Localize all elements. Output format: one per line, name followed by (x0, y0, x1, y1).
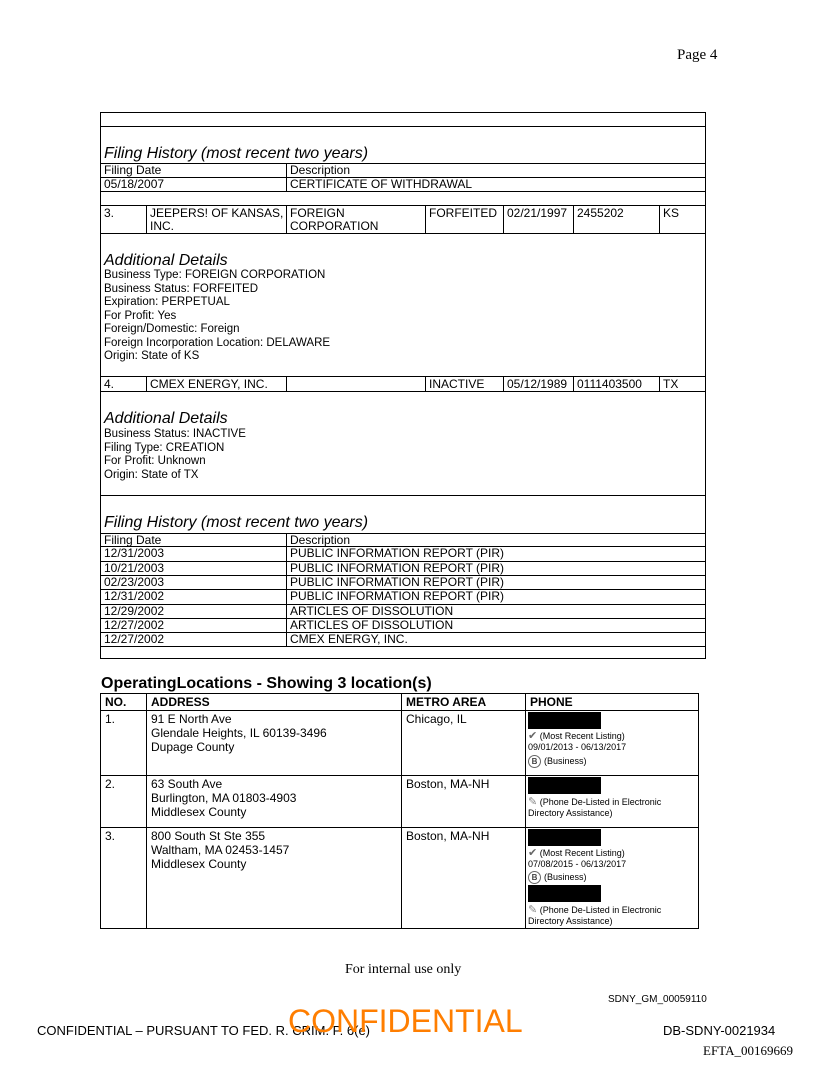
filing-history-title: Filing History (most recent two years) (104, 514, 369, 531)
detail-line: Business Status: INACTIVE (104, 428, 246, 440)
location-number: 3. (101, 828, 147, 929)
col-phone-header: PHONE (526, 694, 699, 711)
filing-date: 12/27/2002 (104, 632, 165, 646)
filing-description: ARTICLES OF DISSOLUTION (290, 604, 454, 618)
entity-3-state: KS (663, 206, 680, 220)
entity-3-details (104, 269, 330, 364)
entity-3-filing-number: 2455202 (577, 206, 624, 220)
entity-4-state: TX (663, 377, 679, 391)
filing-date: 02/23/2003 (104, 575, 165, 589)
filing-description: CERTIFICATE OF WITHDRAWAL (290, 177, 472, 191)
redaction-box (528, 885, 601, 902)
filing-description: PUBLIC INFORMATION REPORT (PIR) (290, 561, 505, 575)
entity-4-details-title: Additional Details (104, 410, 228, 427)
filing-date: 10/21/2003 (104, 561, 165, 575)
filing-description: PUBLIC INFORMATION REPORT (PIR) (290, 589, 505, 603)
detail-line: Origin: State of KS (104, 350, 200, 362)
entity-3-date: 02/21/1997 (507, 206, 568, 220)
detail-line: Filing Type: CREATION (104, 441, 225, 454)
detail-line: For Profit: Unknown (104, 455, 206, 467)
detail-line: Foreign/Domestic: Foreign (104, 323, 240, 335)
entity-3-status: FORFEITED (429, 206, 497, 220)
entity-3-number: 3. (104, 206, 115, 220)
location-address: 800 South St Ste 355 Waltham, MA 02453-1457 Middlesex County (147, 828, 402, 929)
location-phone: ✎ (Phone De-Listed in Electronic Directory Assistance) (526, 776, 699, 828)
location-metro: Boston, MA-NH (402, 828, 526, 929)
filing-date: 12/31/2003 (104, 546, 165, 560)
locations-title: OperatingLocations - Showing 3 location(s) (101, 675, 432, 692)
redaction-box (528, 777, 601, 794)
pen-icon: ✎ (528, 904, 538, 916)
internal-use-note: For internal use only (345, 962, 462, 977)
location-metro: Boston, MA-NH (402, 776, 526, 828)
detail-line: Origin: State of TX (104, 468, 199, 481)
table-row (101, 776, 699, 828)
check-icon: ✔ (528, 847, 538, 859)
filing-description: ARTICLES OF DISSOLUTION (290, 618, 454, 632)
filing-date-header: Filing Date (104, 163, 162, 177)
entity-4-number: 4. (104, 377, 115, 391)
location-address: 91 E North Ave Glendale Heights, IL 60139-3496 Dupage County (147, 711, 402, 776)
detail-line: Expiration: PERPETUAL (104, 296, 230, 308)
filing-history-title: Filing History (most recent two years) (104, 145, 369, 162)
entity-4-date: 05/12/1989 (507, 377, 568, 391)
entity-4-filing-number: 0111403500 (577, 377, 642, 391)
redaction-box (528, 829, 601, 846)
detail-line: For Profit: Yes (104, 309, 177, 322)
filing-date: 12/29/2002 (104, 604, 165, 618)
entity-3-name: JEEPERS! OF KANSAS, INC. (150, 206, 284, 233)
detail-line: Foreign Incorporation Location: DELAWARE (104, 336, 331, 349)
filing-description: PUBLIC INFORMATION REPORT (PIR) (290, 575, 505, 589)
description-header: Description (290, 533, 351, 547)
location-phone: ✔ (Most Recent Listing) 09/01/2013 - 06/13/2017 B (Business) (526, 711, 699, 776)
col-address-header: ADDRESS (147, 694, 402, 711)
table-header-row (101, 694, 699, 711)
entity-4-status: INACTIVE (429, 377, 485, 391)
filing-description: CMEX ENERGY, INC. (290, 632, 408, 646)
redaction-box (528, 712, 601, 729)
location-number: 2. (101, 776, 147, 828)
entity-4-name: CMEX ENERGY, INC. (150, 377, 268, 391)
filing-description: PUBLIC INFORMATION REPORT (PIR) (290, 546, 505, 560)
locations-table (100, 693, 699, 929)
confidential-stamp: CONFIDENTIAL (288, 1003, 523, 1039)
location-phone: ✔ (Most Recent Listing) 07/08/2015 - 06/13/2017 B (Business) ✎ (Phone De-Listed in Electronic Directory Assistance) (526, 828, 699, 929)
filing-date: 12/31/2002 (104, 589, 165, 603)
description-header: Description (290, 163, 351, 177)
filing-date-header: Filing Date (104, 533, 162, 547)
detail-line: Business Type: FOREIGN CORPORATION (104, 269, 326, 281)
table-row (101, 711, 699, 776)
filing-date: 05/18/2007 (104, 177, 165, 191)
confidential-note: CONFIDENTIAL – PURSUANT TO FED. R. CRIM. P. 6(e) (37, 1023, 371, 1038)
check-icon: ✔ (528, 730, 538, 742)
table-row (101, 828, 699, 929)
entity-4-details (104, 428, 246, 482)
filing-date: 12/27/2002 (104, 618, 165, 632)
entity-3-details-title: Additional Details (104, 252, 228, 269)
col-metro-header: METRO AREA (402, 694, 526, 711)
bates-gm: SDNY_GM_00059110 (608, 994, 707, 1005)
business-b-icon: B (528, 871, 541, 884)
location-metro: Chicago, IL (402, 711, 526, 776)
col-no-header: NO. (101, 694, 147, 711)
page-number: Page 4 (677, 47, 718, 63)
entity-3-type: FOREIGN CORPORATION (290, 206, 379, 233)
efta-number: EFTA_00169669 (703, 1043, 793, 1058)
detail-line: Business Status: FORFEITED (104, 282, 259, 295)
location-address: 63 South Ave Burlington, MA 01803-4903 Middlesex County (147, 776, 402, 828)
location-number: 1. (101, 711, 147, 776)
business-b-icon: B (528, 755, 541, 768)
bates-db: DB-SDNY-0021934 (663, 1023, 776, 1038)
pen-icon: ✎ (528, 796, 538, 808)
